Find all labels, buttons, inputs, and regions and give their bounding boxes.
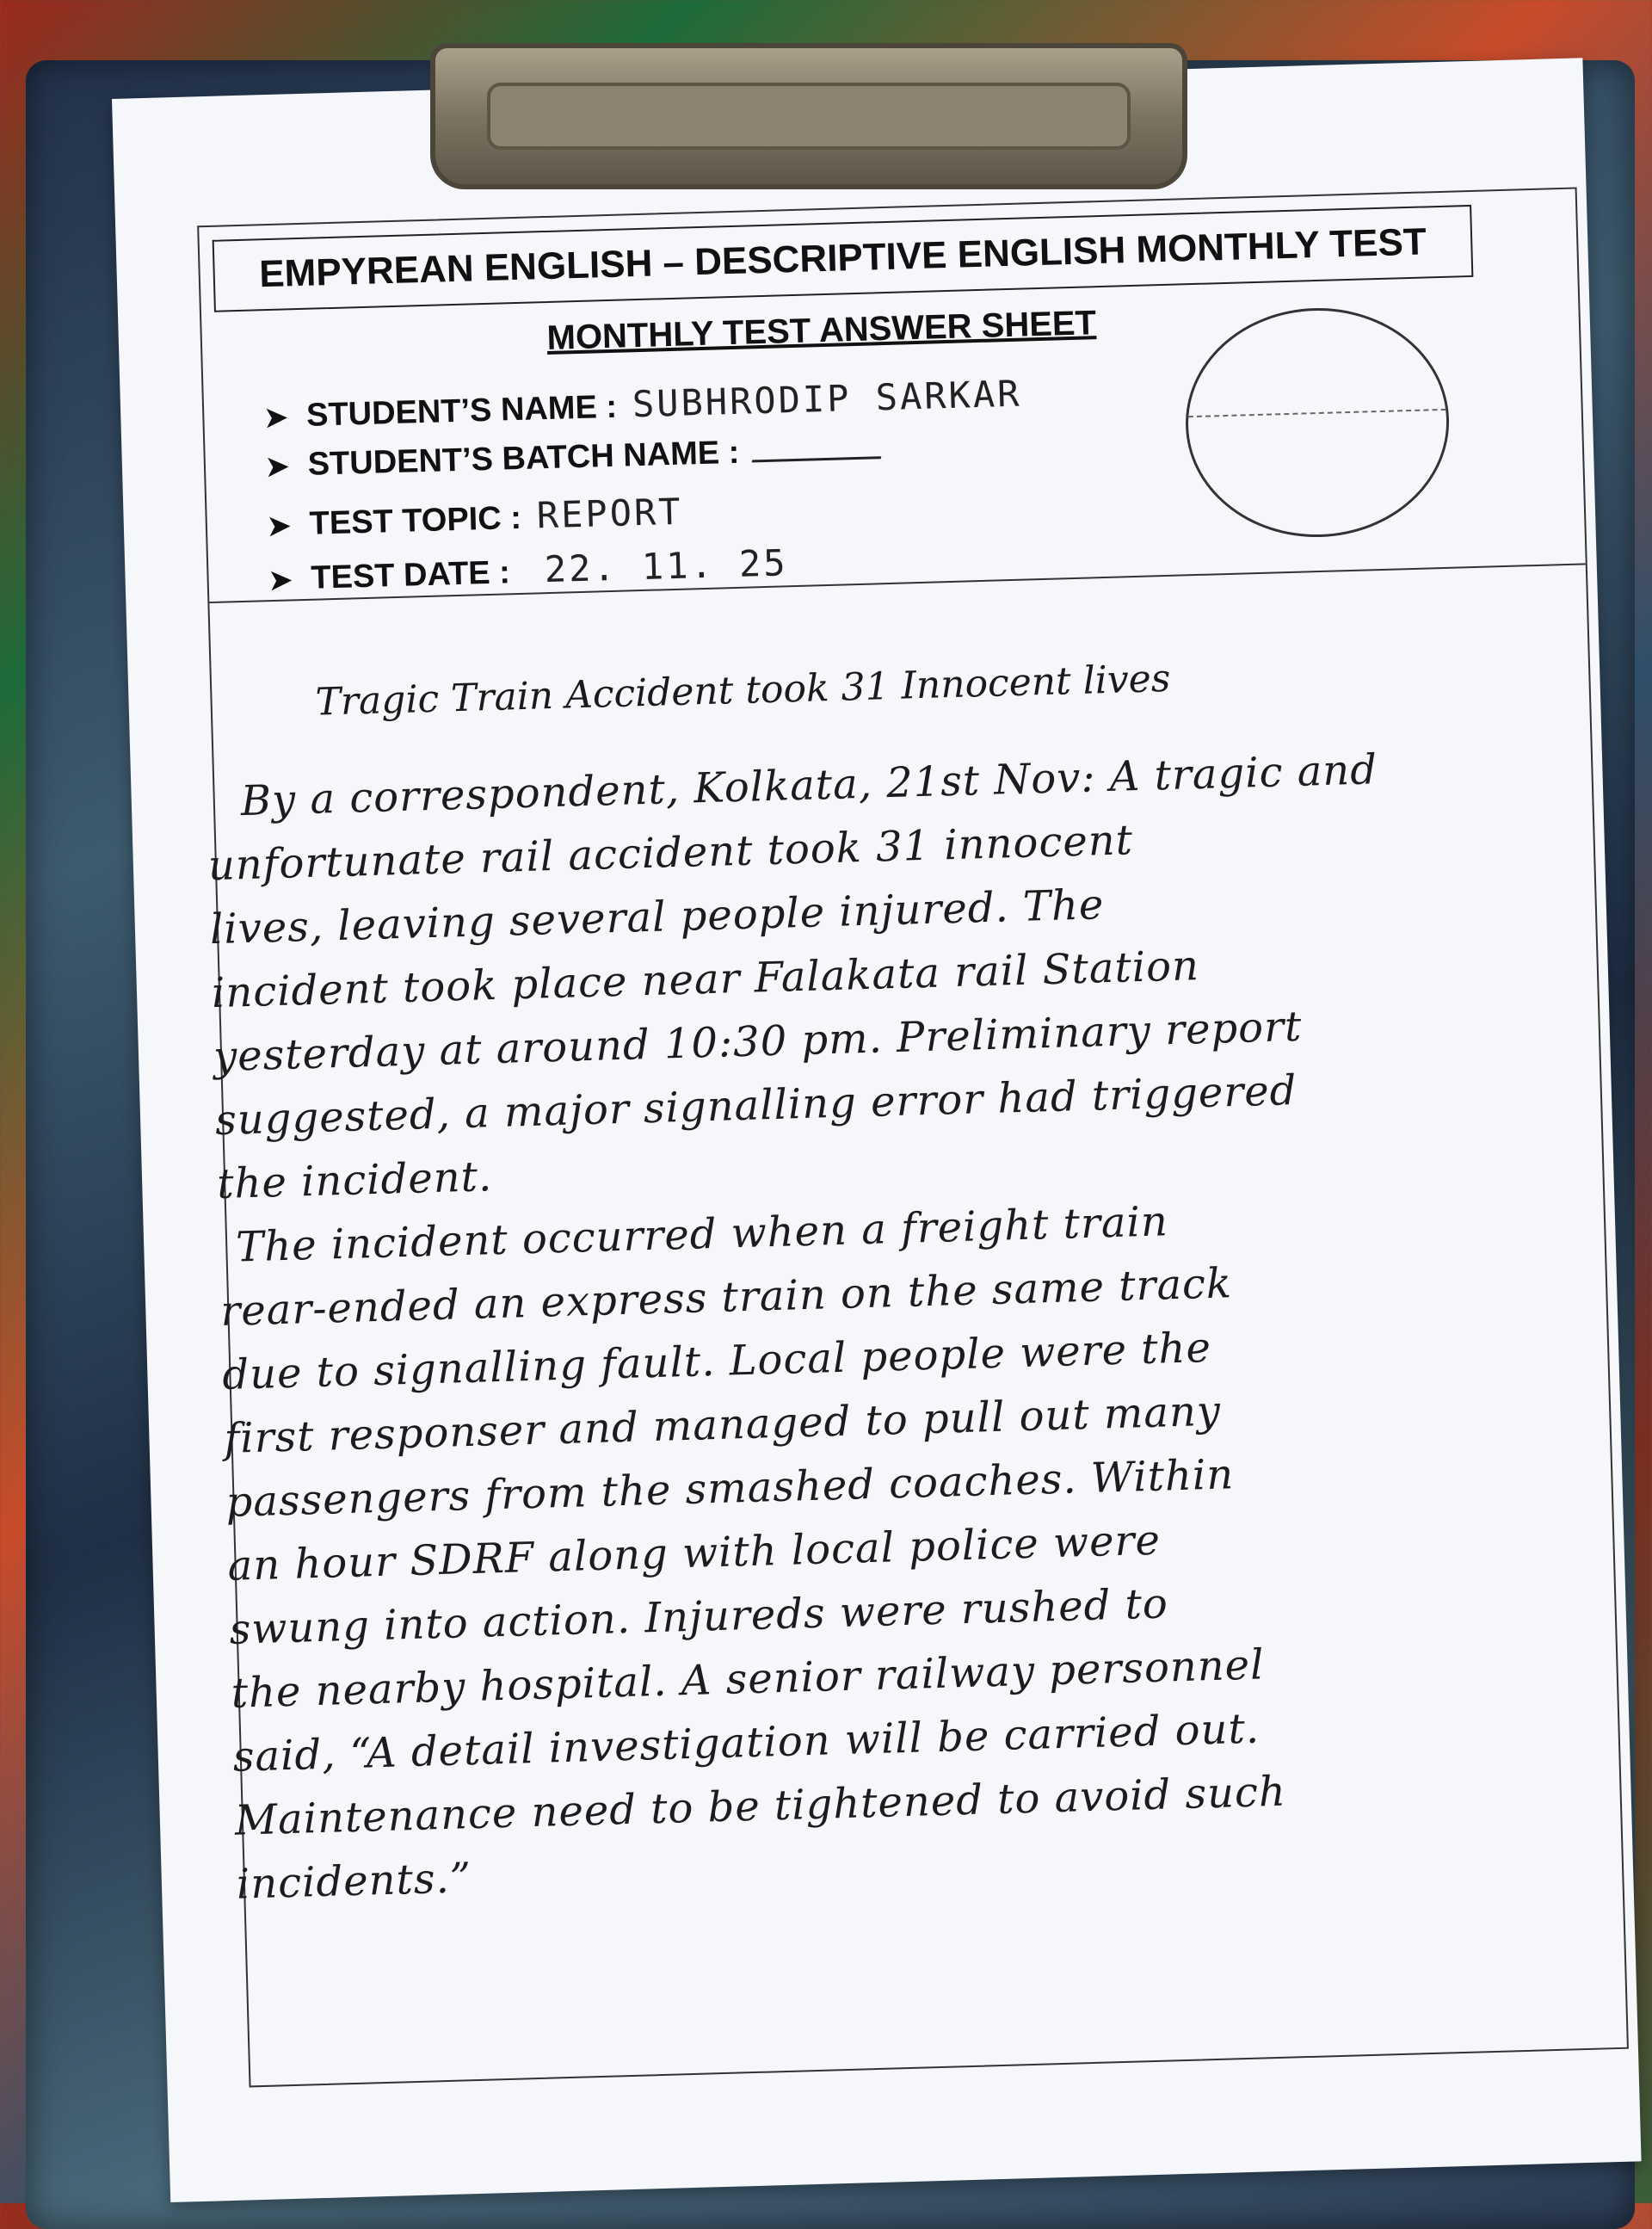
report-line: incident took place near Falakata rail Station (211, 942, 1200, 1018)
report-line: incidents.” (236, 1854, 472, 1909)
student-name-label: STUDENT’S NAME : (305, 388, 618, 434)
clip-lever (487, 83, 1131, 150)
test-topic-value: REPORT (536, 490, 684, 537)
report-line: lives, leaving several people injured. The (209, 880, 1105, 954)
test-date-label: TEST DATE : (310, 554, 511, 596)
report-line: the nearby hospital. A senior railway personnel (231, 1640, 1266, 1718)
report-line: unfortunate rail accident took 31 innocent (207, 816, 1134, 891)
test-date-value: 22. 11. 25 (544, 541, 789, 591)
report-line: The incident occurred when a freight train (235, 1197, 1169, 1272)
arrow-bullet-icon: ➤ (268, 564, 293, 596)
sheet-subtitle: MONTHLY TEST ANSWER SHEET (546, 304, 1097, 357)
student-name-value: SUBHRODIP SARKAR (632, 372, 1023, 426)
report-body (206, 740, 1606, 1924)
report-line: due to signalling fault. Local people were the (221, 1323, 1212, 1399)
report-line: said, “A detail investigation will be carried out. (232, 1704, 1261, 1781)
sheet-title: EMPYREAN ENGLISH – DESCRIPTIVE ENGLISH MONTHLY TEST (213, 205, 1474, 312)
report-line: an hour SDRF along with local police were (226, 1516, 1162, 1590)
clipboard-clip (430, 43, 1187, 189)
report-line: swung into action. Injureds were rushed to (228, 1579, 1169, 1654)
report-line: first responser and managed to pull out many (223, 1386, 1222, 1463)
circle-divider (1188, 409, 1446, 417)
arrow-bullet-icon: ➤ (265, 450, 290, 483)
test-topic-row (267, 491, 683, 544)
test-topic-label: TEST TOPIC : (309, 499, 522, 542)
student-name-row (264, 373, 1022, 436)
report-headline: Tragic Train Accident took 31 Innocent lives (314, 656, 1171, 725)
arrow-bullet-icon: ➤ (267, 509, 292, 542)
report-line: Maintenance need to be tightened to avoid such (234, 1767, 1287, 1845)
report-line: By a correspondent, Kolkata, 21st Nov: A tragic and (240, 745, 1378, 826)
sheet-frame (197, 188, 1629, 2088)
report-line: rear-ended an express train on the same track (219, 1259, 1233, 1337)
report-line: the incident. (216, 1152, 493, 1209)
batch-name-handwriting (751, 430, 887, 462)
report-line: yesterday at around 10:30 pm. Preliminary report (213, 1002, 1303, 1082)
answer-sheet (112, 58, 1642, 2202)
photo-circle (1182, 305, 1452, 540)
batch-name-row (265, 430, 884, 485)
report-line: passengers from the smashed coaches. Within (225, 1450, 1235, 1527)
batch-name-label: STUDENT’S BATCH NAME : (307, 434, 740, 483)
test-date-row (268, 541, 788, 598)
report-line: suggested, a major signalling error had triggered (214, 1066, 1298, 1145)
arrow-bullet-icon: ➤ (263, 401, 288, 434)
